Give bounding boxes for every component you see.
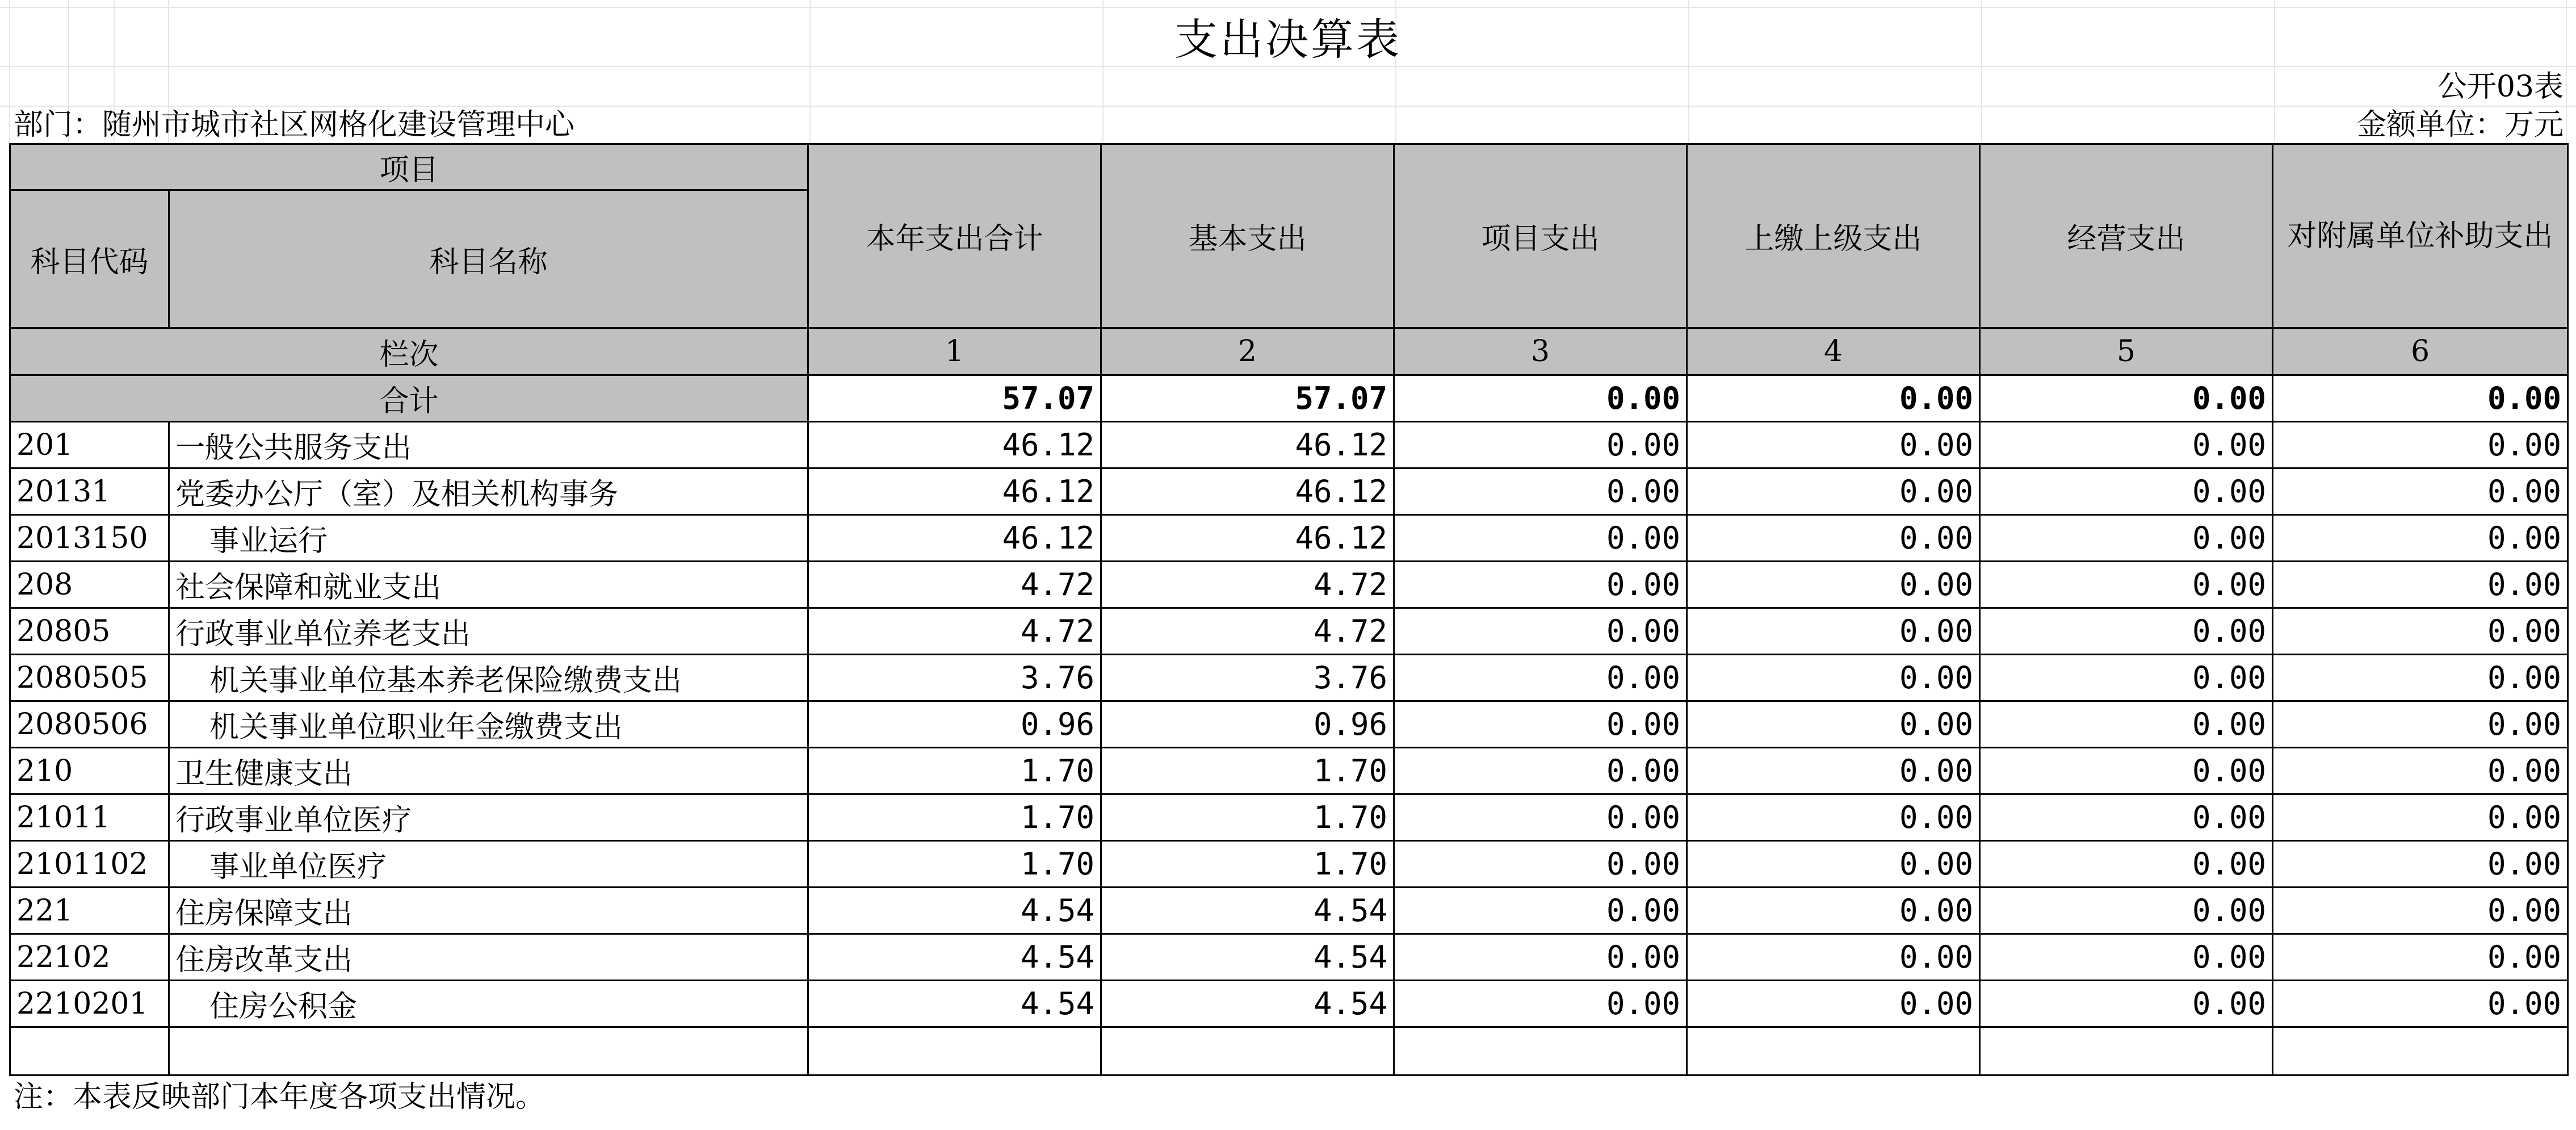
table-row bbox=[10, 468, 2568, 515]
subject-code-cell: 21011 bbox=[10, 794, 169, 841]
table-row bbox=[10, 888, 2568, 934]
amount-cell: 1.70 bbox=[808, 841, 1101, 888]
table-row bbox=[10, 748, 2568, 794]
total-value: 0.00 bbox=[1394, 375, 1687, 422]
amount-cell: 0.00 bbox=[1687, 468, 1980, 515]
amount-cell: 3.76 bbox=[1101, 655, 1394, 701]
empty-cell bbox=[1980, 1027, 2273, 1075]
table-row bbox=[10, 981, 2568, 1027]
amount-cell: 0.00 bbox=[1394, 841, 1687, 888]
empty-cell bbox=[2273, 1027, 2568, 1075]
amount-cell: 0.00 bbox=[1980, 608, 2273, 655]
amount-cell: 0.00 bbox=[1980, 562, 2273, 608]
amount-cell: 4.72 bbox=[1101, 562, 1394, 608]
subject-name-cell: 事业运行 bbox=[169, 515, 808, 562]
column-index-label: 栏次 bbox=[10, 328, 808, 375]
amount-cell: 0.00 bbox=[1687, 794, 1980, 841]
header-project: 项目 bbox=[10, 144, 808, 190]
subject-code-cell: 210 bbox=[10, 748, 169, 794]
amount-cell: 0.00 bbox=[1980, 934, 2273, 981]
subject-code-cell: 2210201 bbox=[10, 981, 169, 1027]
amount-cell: 46.12 bbox=[808, 468, 1101, 515]
amount-cell: 0.00 bbox=[1687, 841, 1980, 888]
column-index-row bbox=[10, 328, 2568, 375]
header-name: 科目名称 bbox=[169, 190, 808, 328]
column-index: 2 bbox=[1101, 328, 1394, 375]
amount-cell: 0.00 bbox=[1980, 515, 2273, 562]
subject-code-cell: 2080505 bbox=[10, 655, 169, 701]
subject-code-cell: 208 bbox=[10, 562, 169, 608]
amount-cell: 0.00 bbox=[2273, 468, 2568, 515]
amount-cell: 0.00 bbox=[1980, 655, 2273, 701]
amount-cell: 0.00 bbox=[2273, 562, 2568, 608]
table-row bbox=[10, 794, 2568, 841]
table-number: 公开03表 bbox=[2437, 70, 2564, 104]
amount-cell: 0.00 bbox=[1980, 701, 2273, 748]
amount-cell: 0.00 bbox=[1394, 655, 1687, 701]
total-value: 57.07 bbox=[808, 375, 1101, 422]
amount-cell: 0.00 bbox=[2273, 888, 2568, 934]
amount-cell: 0.00 bbox=[1394, 515, 1687, 562]
amount-cell: 0.00 bbox=[2273, 794, 2568, 841]
amount-cell: 0.00 bbox=[1687, 422, 1980, 468]
amount-cell: 0.00 bbox=[2273, 655, 2568, 701]
amount-cell: 46.12 bbox=[808, 515, 1101, 562]
amount-cell: 0.00 bbox=[1980, 468, 2273, 515]
amount-cell: 4.72 bbox=[1101, 608, 1394, 655]
amount-cell: 0.00 bbox=[1687, 701, 1980, 748]
amount-cell: 0.96 bbox=[808, 701, 1101, 748]
amount-cell: 0.00 bbox=[2273, 515, 2568, 562]
column-index: 4 bbox=[1687, 328, 1980, 375]
expenditure-table bbox=[9, 143, 2569, 1076]
amount-cell: 0.00 bbox=[1980, 841, 2273, 888]
column-index: 5 bbox=[1980, 328, 2273, 375]
amount-cell: 0.00 bbox=[2273, 841, 2568, 888]
amount-cell: 0.00 bbox=[1980, 422, 2273, 468]
amount-cell: 0.00 bbox=[1394, 562, 1687, 608]
subject-name-cell: 一般公共服务支出 bbox=[169, 422, 808, 468]
amount-cell: 1.70 bbox=[808, 748, 1101, 794]
amount-cell: 0.00 bbox=[1687, 934, 1980, 981]
total-value: 57.07 bbox=[1101, 375, 1394, 422]
empty-cell bbox=[1394, 1027, 1687, 1075]
subject-name-cell: 住房改革支出 bbox=[169, 934, 808, 981]
subject-name-cell: 社会保障和就业支出 bbox=[169, 562, 808, 608]
header-business: 经营支出 bbox=[1980, 144, 2273, 328]
amount-cell: 0.00 bbox=[1394, 981, 1687, 1027]
amount-cell: 3.76 bbox=[808, 655, 1101, 701]
empty-cell bbox=[10, 1027, 169, 1075]
amount-cell: 4.54 bbox=[1101, 981, 1394, 1027]
amount-cell: 0.00 bbox=[1980, 748, 2273, 794]
subject-code-cell: 2101102 bbox=[10, 841, 169, 888]
amount-cell: 0.00 bbox=[1687, 748, 1980, 794]
subject-code-cell: 20805 bbox=[10, 608, 169, 655]
amount-cell: 0.00 bbox=[1687, 888, 1980, 934]
table-row bbox=[10, 655, 2568, 701]
amount-cell: 4.54 bbox=[1101, 888, 1394, 934]
subject-name-cell: 行政事业单位养老支出 bbox=[169, 608, 808, 655]
blank-row bbox=[10, 1027, 2568, 1075]
header-code: 科目代码 bbox=[10, 190, 169, 328]
total-value: 0.00 bbox=[1980, 375, 2273, 422]
header-project-expenditure: 项目支出 bbox=[1394, 144, 1687, 328]
subject-code-cell: 22102 bbox=[10, 934, 169, 981]
amount-cell: 4.72 bbox=[808, 608, 1101, 655]
amount-cell: 0.00 bbox=[1394, 794, 1687, 841]
amount-cell: 4.54 bbox=[1101, 934, 1394, 981]
amount-cell: 0.00 bbox=[2273, 701, 2568, 748]
amount-cell: 4.54 bbox=[808, 981, 1101, 1027]
column-index: 6 bbox=[2273, 328, 2568, 375]
table-row bbox=[10, 841, 2568, 888]
amount-cell: 4.54 bbox=[808, 934, 1101, 981]
total-label: 合计 bbox=[10, 375, 808, 422]
subject-name-cell: 事业单位医疗 bbox=[169, 841, 808, 888]
column-index: 3 bbox=[1394, 328, 1687, 375]
table-row bbox=[10, 701, 2568, 748]
amount-cell: 0.00 bbox=[2273, 748, 2568, 794]
header-total: 本年支出合计 bbox=[808, 144, 1101, 328]
table-row bbox=[10, 608, 2568, 655]
subject-name-cell: 机关事业单位基本养老保险缴费支出 bbox=[169, 655, 808, 701]
empty-cell bbox=[808, 1027, 1101, 1075]
subject-code-cell: 20131 bbox=[10, 468, 169, 515]
subject-code-cell: 2013150 bbox=[10, 515, 169, 562]
amount-cell: 0.00 bbox=[1687, 655, 1980, 701]
empty-cell bbox=[169, 1027, 808, 1075]
amount-cell: 0.00 bbox=[1687, 608, 1980, 655]
amount-cell: 0.00 bbox=[1394, 468, 1687, 515]
amount-cell: 0.00 bbox=[1394, 701, 1687, 748]
header-subsidy: 对附属单位补助支出 bbox=[2273, 144, 2568, 328]
amount-cell: 0.00 bbox=[1394, 934, 1687, 981]
amount-cell: 0.00 bbox=[1687, 562, 1980, 608]
empty-cell bbox=[1687, 1027, 1980, 1075]
amount-cell: 1.70 bbox=[1101, 841, 1394, 888]
subject-name-cell: 住房保障支出 bbox=[169, 888, 808, 934]
table-row bbox=[10, 515, 2568, 562]
amount-cell: 4.54 bbox=[808, 888, 1101, 934]
subject-name-cell: 机关事业单位职业年金缴费支出 bbox=[169, 701, 808, 748]
amount-cell: 0.00 bbox=[1980, 794, 2273, 841]
unit-label: 金额单位：万元 bbox=[2356, 108, 2564, 142]
amount-cell: 0.00 bbox=[2273, 981, 2568, 1027]
header-basic: 基本支出 bbox=[1101, 144, 1394, 328]
amount-cell: 0.00 bbox=[1394, 422, 1687, 468]
amount-cell: 0.00 bbox=[2273, 934, 2568, 981]
amount-cell: 0.00 bbox=[1687, 515, 1980, 562]
subject-name-cell: 卫生健康支出 bbox=[169, 748, 808, 794]
amount-cell: 0.00 bbox=[2273, 422, 2568, 468]
page-title: 支出决算表 bbox=[1174, 14, 1402, 65]
header-upper: 上缴上级支出 bbox=[1687, 144, 1980, 328]
empty-cell bbox=[1101, 1027, 1394, 1075]
subject-code-cell: 221 bbox=[10, 888, 169, 934]
subject-name-cell: 住房公积金 bbox=[169, 981, 808, 1027]
footnote: 注：本表反映部门本年度各项支出情况。 bbox=[14, 1080, 546, 1114]
subject-code-cell: 2080506 bbox=[10, 701, 169, 748]
amount-cell: 1.70 bbox=[1101, 794, 1394, 841]
amount-cell: 4.72 bbox=[808, 562, 1101, 608]
table-row bbox=[10, 422, 2568, 468]
amount-cell: 0.96 bbox=[1101, 701, 1394, 748]
subject-name-cell: 行政事业单位医疗 bbox=[169, 794, 808, 841]
amount-cell: 1.70 bbox=[1101, 748, 1394, 794]
amount-cell: 46.12 bbox=[1101, 468, 1394, 515]
amount-cell: 46.12 bbox=[1101, 422, 1394, 468]
total-value: 0.00 bbox=[1687, 375, 1980, 422]
amount-cell: 0.00 bbox=[1394, 888, 1687, 934]
amount-cell: 0.00 bbox=[1394, 608, 1687, 655]
column-index: 1 bbox=[808, 328, 1101, 375]
table-row bbox=[10, 562, 2568, 608]
department-label: 部门：随州市城市社区网格化建设管理中心 bbox=[14, 108, 575, 142]
subject-code-cell: 201 bbox=[10, 422, 169, 468]
amount-cell: 1.70 bbox=[808, 794, 1101, 841]
amount-cell: 0.00 bbox=[1394, 748, 1687, 794]
total-row bbox=[10, 375, 2568, 422]
total-value: 0.00 bbox=[2273, 375, 2568, 422]
amount-cell: 0.00 bbox=[2273, 608, 2568, 655]
amount-cell: 0.00 bbox=[1687, 981, 1980, 1027]
amount-cell: 0.00 bbox=[1980, 888, 2273, 934]
header-row-1 bbox=[10, 144, 2568, 190]
amount-cell: 0.00 bbox=[1980, 981, 2273, 1027]
subject-name-cell: 党委办公厅（室）及相关机构事务 bbox=[169, 468, 808, 515]
table-row bbox=[10, 934, 2568, 981]
amount-cell: 46.12 bbox=[1101, 515, 1394, 562]
amount-cell: 46.12 bbox=[808, 422, 1101, 468]
